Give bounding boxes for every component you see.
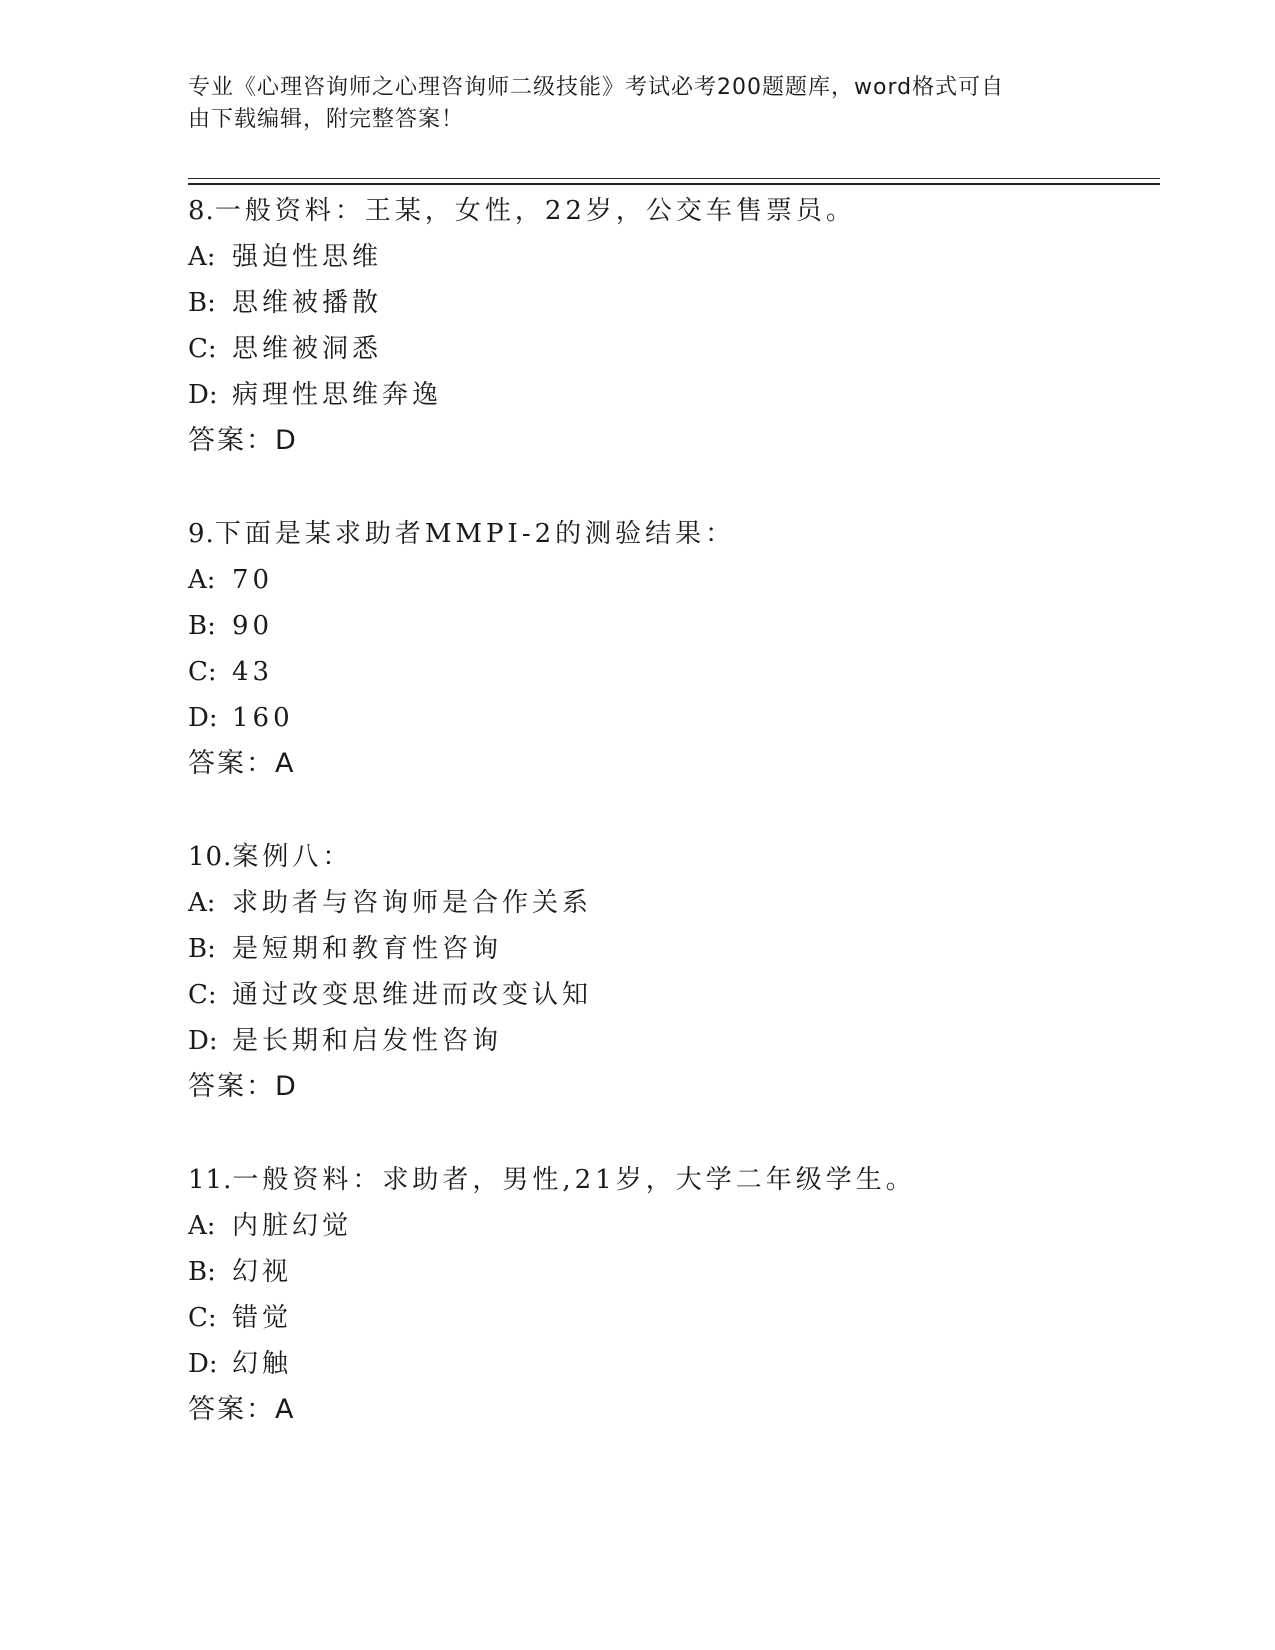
option-d	[188, 1341, 1168, 1387]
header-line-2: 由下载编辑，附完整答案！	[188, 107, 465, 132]
question-number: 8.	[188, 196, 215, 226]
answer-line: 答案：A	[188, 1394, 296, 1425]
option-d	[188, 695, 1168, 741]
option-a	[188, 234, 1168, 280]
question-stem	[188, 834, 1168, 880]
option-a	[188, 557, 1168, 603]
question-number: 11.	[188, 1165, 233, 1195]
option-text: 思维被播散	[232, 288, 383, 318]
option-text: 160	[232, 703, 294, 733]
answer-line: 答案：D	[188, 425, 298, 456]
question-11	[188, 1157, 1168, 1433]
header-divider-thin	[188, 178, 1160, 179]
option-b	[188, 603, 1168, 649]
question-stem	[188, 1157, 1168, 1203]
option-text: 是短期和教育性咨询	[232, 934, 503, 964]
option-text: 错觉	[232, 1303, 293, 1333]
option-letter: A:	[188, 888, 216, 918]
option-text: 内脏幻觉	[232, 1211, 353, 1241]
option-c	[188, 326, 1168, 372]
option-letter: D:	[188, 1349, 218, 1379]
option-text: 70	[232, 565, 274, 595]
option-letter: A:	[188, 242, 216, 272]
option-letter: D:	[188, 703, 218, 733]
option-letter: A:	[188, 565, 216, 595]
answer-line: 答案：A	[188, 748, 296, 779]
option-text: 求助者与咨询师是合作关系	[232, 888, 593, 918]
header-divider-thick	[188, 183, 1160, 185]
option-text: 是长期和启发性咨询	[232, 1026, 503, 1056]
option-text: 通过改变思维进而改变认知	[232, 980, 593, 1010]
option-text: 强迫性思维	[232, 242, 383, 272]
option-letter: C:	[188, 1303, 217, 1333]
option-c	[188, 649, 1168, 695]
question-text: 一般资料：求助者，男性,21岁，大学二年级学生。	[232, 1165, 916, 1195]
option-a	[188, 1203, 1168, 1249]
option-text: 思维被洞悉	[232, 334, 383, 364]
option-letter: B:	[188, 934, 216, 964]
question-text: 下面是某求助者MMPI-2的测验结果：	[214, 519, 736, 549]
option-letter: D:	[188, 380, 218, 410]
question-text: 案例八：	[232, 842, 353, 872]
option-c	[188, 972, 1168, 1018]
question-number: 10.	[188, 842, 233, 872]
document-header	[188, 72, 1088, 136]
option-text: 幻触	[232, 1349, 293, 1379]
option-d	[188, 372, 1168, 418]
question-list	[188, 188, 1168, 1480]
question-number: 9.	[188, 519, 215, 549]
question-9	[188, 511, 1168, 787]
question-text: 一般资料：王某，女性，22岁，公交车售票员。	[214, 196, 856, 226]
option-letter: C:	[188, 980, 217, 1010]
option-text: 43	[232, 657, 274, 687]
answer-line: 答案：D	[188, 1071, 298, 1102]
option-text: 90	[232, 611, 274, 641]
option-letter: C:	[188, 334, 217, 364]
option-c	[188, 1295, 1168, 1341]
option-text: 病理性思维奔逸	[232, 380, 443, 410]
question-8	[188, 188, 1168, 464]
option-text: 幻视	[232, 1257, 293, 1287]
option-b	[188, 1249, 1168, 1295]
option-a	[188, 880, 1168, 926]
question-stem	[188, 511, 1168, 557]
option-b	[188, 926, 1168, 972]
header-line-1: 专业《心理咨询师之心理咨询师二级技能》考试必考200题题库，word格式可自	[188, 75, 1005, 100]
option-letter: B:	[188, 611, 216, 641]
option-d	[188, 1018, 1168, 1064]
question-stem	[188, 188, 1168, 234]
option-letter: B:	[188, 288, 216, 318]
option-letter: A:	[188, 1211, 216, 1241]
question-10	[188, 834, 1168, 1110]
option-b	[188, 280, 1168, 326]
option-letter: D:	[188, 1026, 218, 1056]
option-letter: C:	[188, 657, 217, 687]
option-letter: B:	[188, 1257, 216, 1287]
